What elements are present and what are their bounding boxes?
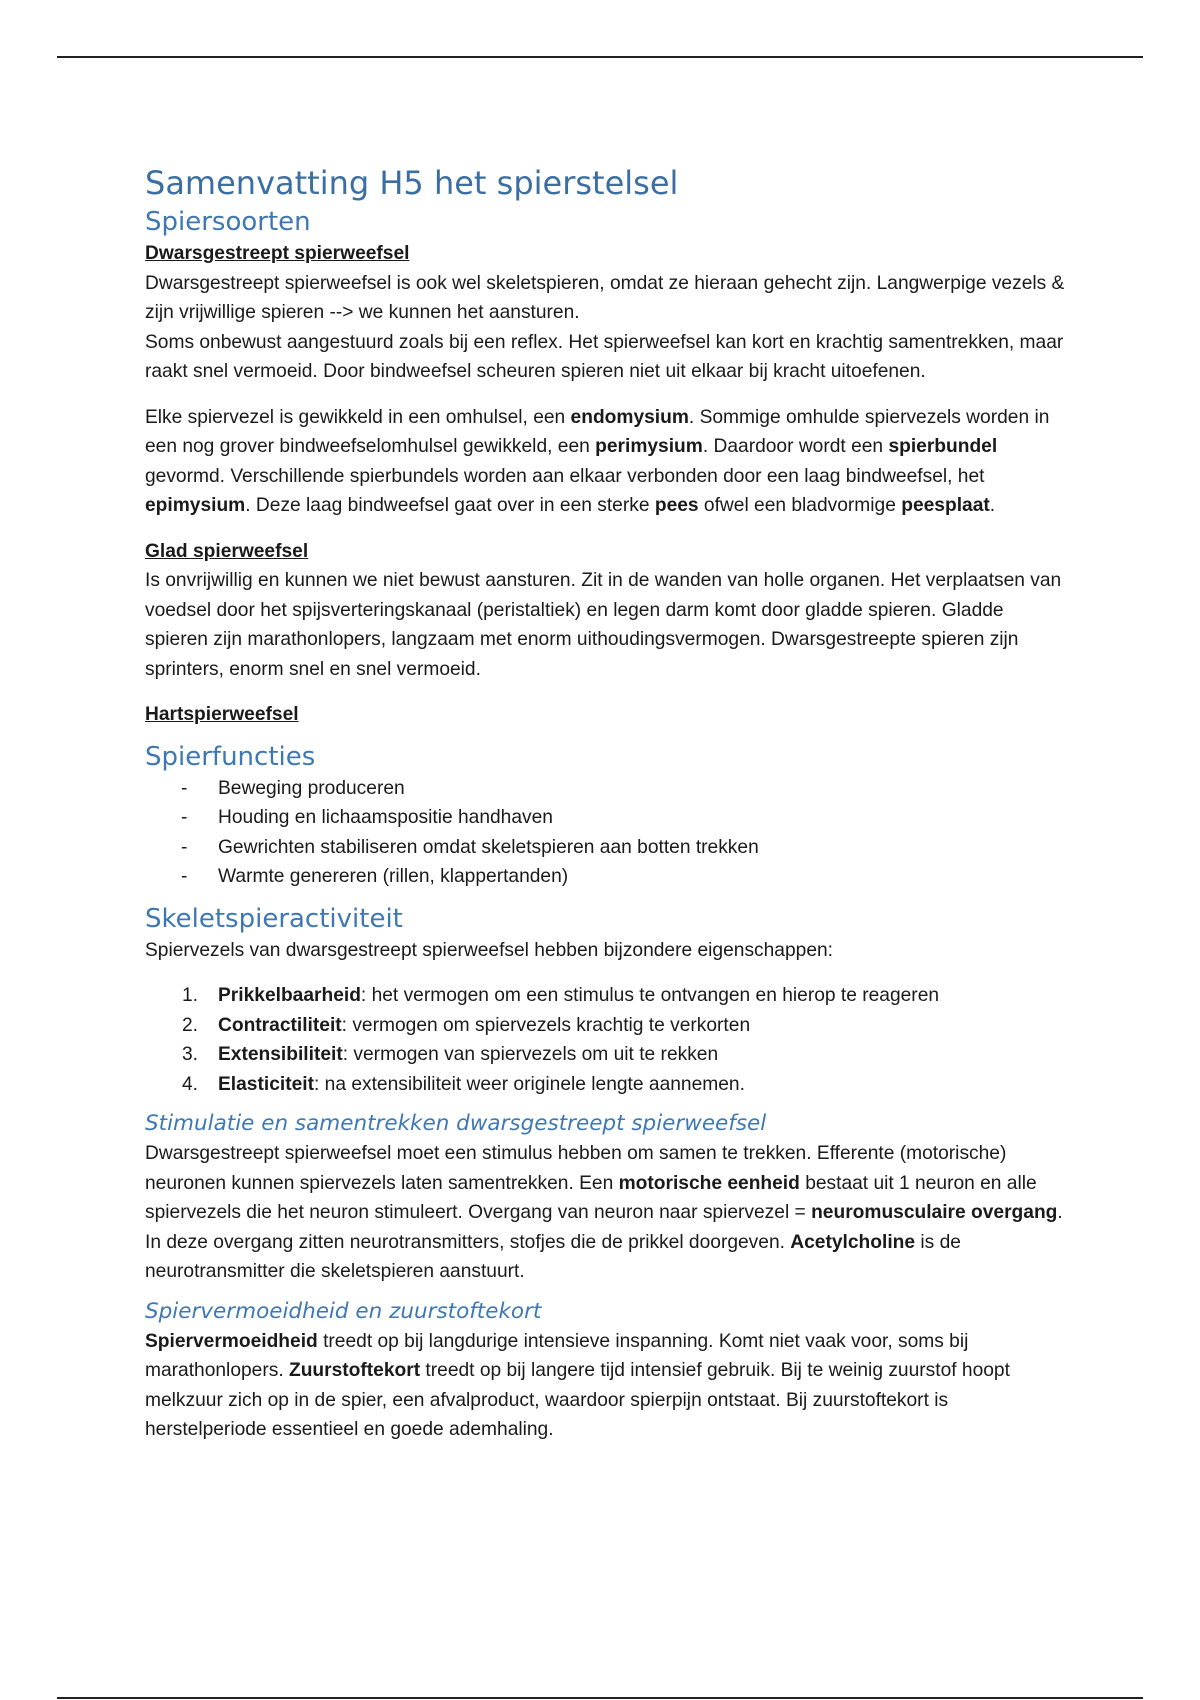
list-item-text: : na extensibiliteit weer originele lengte aannemen. bbox=[313, 1073, 745, 1095]
paragraph-stimulatie bbox=[145, 1139, 1065, 1287]
dash-bullet: - bbox=[181, 807, 188, 828]
paragraph-spiervermoeidheid bbox=[145, 1327, 1065, 1445]
text-run: . Deze laag bindweefsel gaat over in een sterke bbox=[245, 495, 655, 516]
list-number: 1. bbox=[182, 985, 199, 1006]
list-item bbox=[145, 774, 1065, 804]
bold-term: Spiervermoeidheid bbox=[145, 1330, 318, 1352]
bold-term: motorische eenheid bbox=[618, 1172, 800, 1194]
bold-term: peesplaat bbox=[901, 495, 990, 516]
heading-stimulatie: Stimulatie en samentrekken dwarsgestreept spierweefsel bbox=[145, 1111, 767, 1136]
list-term: Extensibiliteit bbox=[218, 1044, 343, 1065]
text-run: gevormd. Verschillende spierbundels worden aan elkaar verbonden door een laag bindweefsel, het bbox=[145, 465, 985, 487]
list-item-text: Houding en lichaamspositie handhaven bbox=[218, 807, 553, 828]
bold-term: endomysium bbox=[570, 406, 689, 428]
text-run: . Sommige omhulde spiervezels worden in een nog grover bindweefselomhulsel gewikkeld, een bbox=[145, 406, 1050, 457]
dash-bullet: - bbox=[181, 836, 188, 858]
list-number: 3. bbox=[182, 1044, 199, 1065]
list-number: 2. bbox=[182, 1014, 199, 1036]
text-run: treedt op bij langdurige intensieve inspanning. Komt niet vaak voor, soms bij marathonlopers. bbox=[145, 1330, 969, 1381]
text-run: . Daardoor wordt een bbox=[702, 436, 889, 457]
list-spierfuncties bbox=[145, 774, 1065, 892]
text-run: Elke spiervezel is gewikkeld in een omhulsel, een bbox=[145, 406, 571, 428]
list-item-text: : het vermogen om een stimulus te ontvangen en hierop te reageren bbox=[360, 985, 940, 1006]
list-item bbox=[145, 981, 1065, 1011]
list-term: Contractiliteit bbox=[218, 1014, 342, 1036]
list-item bbox=[145, 1070, 1065, 1100]
dash-bullet: - bbox=[181, 777, 188, 799]
heading-spiervermoeidheid: Spiervermoeidheid en zuurstoftekort bbox=[145, 1298, 542, 1324]
list-number: 4. bbox=[182, 1073, 199, 1095]
text-run: bestaat uit 1 neuron en alle spiervezels die het neuron stimuleert. Overgang van neuron naar spiervezel = bbox=[145, 1172, 1037, 1223]
text-run: treedt op bij langere tijd intensief gebruik. Bij te weinig zuurstof hoopt melkzuur zich op in de spier, een afvalproduct, waardoor spierpijn ontstaat. Bij zuurstoftekort is herstelperiode essentieel en goede ademhaling. bbox=[145, 1360, 1010, 1440]
text-run: ofwel een bladvormige bbox=[698, 495, 902, 516]
document-body bbox=[145, 163, 1065, 1445]
subheading-glad: Glad spierweefsel bbox=[145, 540, 309, 562]
bold-term: perimysium bbox=[595, 436, 703, 457]
bold-term: Acetylcholine bbox=[790, 1231, 916, 1253]
text-run: Dwarsgestreept spierweefsel moet een stimulus hebben om samen te trekken. Efferente (motorische) neuronen kunnen spiervezels laten samentrekken. Een bbox=[145, 1143, 1007, 1194]
heading-spiersoorten: Spiersoorten bbox=[145, 207, 311, 237]
text-run: . In deze overgang zitten neurotransmitters, stofjes die de prikkel doorgeven. bbox=[145, 1202, 1063, 1253]
subheading-dwarsgestreept: Dwarsgestreept spierweefsel bbox=[145, 243, 410, 264]
bold-term: Zuurstoftekort bbox=[288, 1360, 421, 1381]
list-item bbox=[145, 833, 1065, 863]
document-title: Samenvatting H5 het spierstelsel bbox=[145, 164, 679, 202]
list-term: Prikkelbaarheid bbox=[218, 985, 361, 1006]
text-run: is de neurotransmitter die skeletspieren aanstuurt. bbox=[145, 1231, 961, 1282]
paragraph-dwarsgestreept-1: Dwarsgestreept spierweefsel is ook wel skeletspieren, omdat ze hieraan gehecht zijn. Langwerpige vezels & zijn vrijwillige spieren --> we kunnen het aansturen. bbox=[145, 272, 1065, 323]
list-item-text: Beweging produceren bbox=[218, 777, 405, 799]
paragraph-glad: Is onvrijwillig en kunnen we niet bewust aansturen. Zit in de wanden van holle organen. Het verplaatsen van voedsel door het spijsverteringskanaal (peristaltiek) en legen darm komt door gladde spieren. Gladde spieren zijn marathonlopers, langzaam met enorm uithoudingsvermogen. Dwarsgestreepte spieren zijn sprinters, enorm snel en snel vermoeid. bbox=[145, 570, 1062, 680]
bold-term: spierbundel bbox=[888, 436, 998, 457]
text-run: . bbox=[989, 495, 996, 516]
list-item bbox=[145, 1011, 1065, 1041]
paragraph-skelet-intro: Spiervezels van dwarsgestreept spierweefsel hebben bijzondere eigenschappen: bbox=[145, 939, 833, 961]
dash-bullet: - bbox=[181, 866, 188, 887]
list-item bbox=[145, 862, 1065, 892]
list-item-text: Warmte genereren (rillen, klappertanden) bbox=[218, 866, 569, 887]
header-rule bbox=[57, 56, 1143, 58]
list-item-text: : vermogen om spiervezels krachtig te verkorten bbox=[341, 1014, 751, 1036]
heading-spierfuncties: Spierfuncties bbox=[145, 741, 316, 772]
list-item-text: Gewrichten stabiliseren omdat skeletspieren aan botten trekken bbox=[218, 836, 759, 858]
list-eigenschappen bbox=[145, 981, 1065, 1099]
paragraph-dwarsgestreept-3 bbox=[145, 403, 1065, 521]
list-item bbox=[145, 803, 1065, 833]
heading-skeletspieractiviteit: Skeletspieractiviteit bbox=[145, 903, 403, 934]
list-term: Elasticiteit bbox=[218, 1073, 314, 1095]
bold-term: neuromusculaire overgang bbox=[811, 1202, 1058, 1223]
list-item bbox=[145, 1040, 1065, 1070]
paragraph-dwarsgestreept-2: Soms onbewust aangestuurd zoals bij een reflex. Het spierweefsel kan kort en krachtig samentrekken, maar raakt snel vermoeid. Door bindweefsel scheuren spieren niet uit elkaar bij kracht uitoefenen. bbox=[145, 331, 1064, 382]
footer-rule bbox=[57, 1697, 1143, 1699]
bold-term: epimysium bbox=[145, 495, 246, 516]
subheading-hartspierweefsel: Hartspierweefsel bbox=[145, 704, 299, 725]
bold-term: pees bbox=[654, 495, 699, 516]
list-item-text: : vermogen van spiervezels om uit te rekken bbox=[342, 1044, 719, 1065]
